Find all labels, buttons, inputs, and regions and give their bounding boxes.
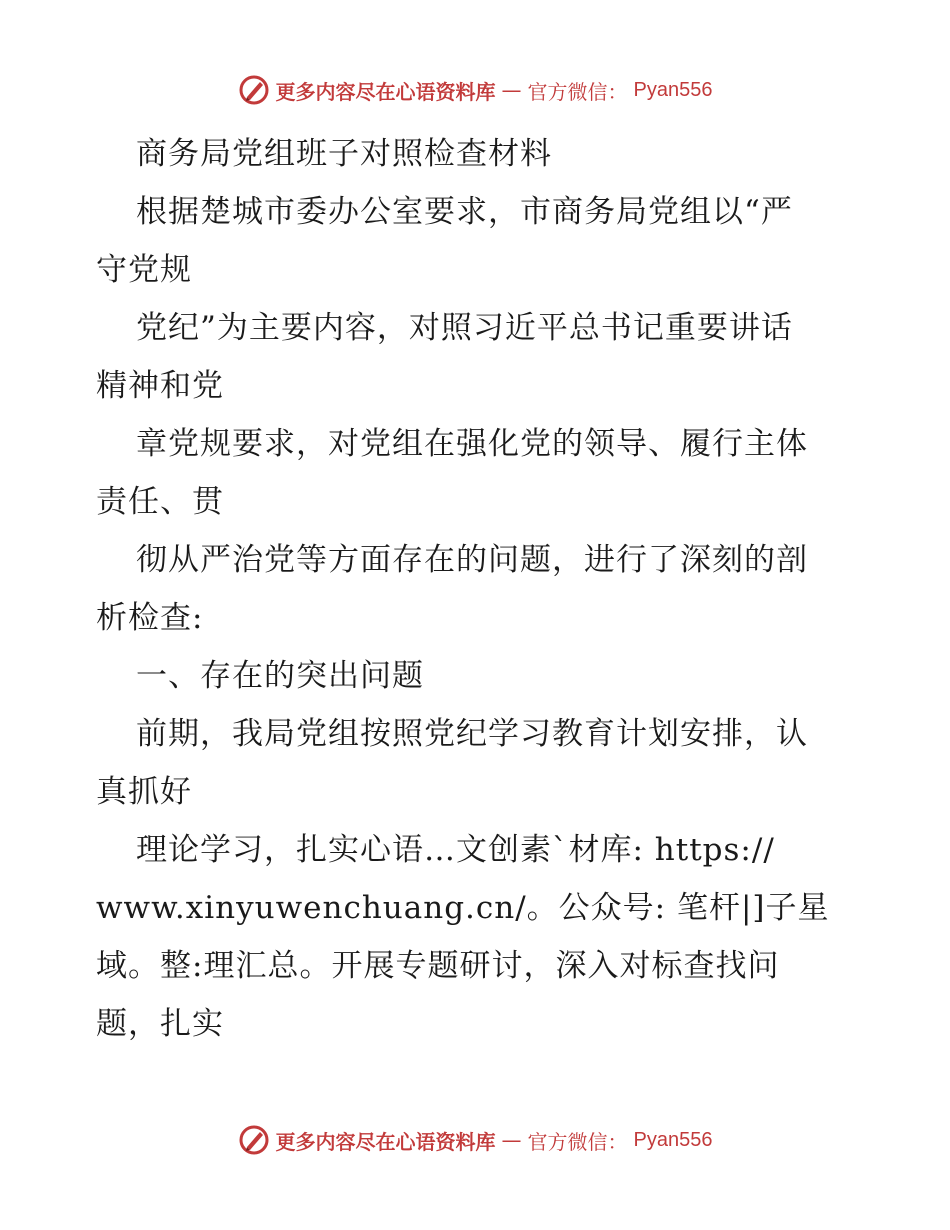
banner-dash: — [501,1128,522,1152]
document-line: 精神和党 [96,368,224,404]
document-line: 域。整:理汇总。开展专题研讨，深入对标查找问 [96,948,780,984]
banner-title: 更多内容尽在心语资料库 [275,1129,496,1154]
banner-title: 更多内容尽在心语资料库 [275,79,496,104]
banner-wechat-label: 官方微信： [527,79,628,104]
document-line: 理论学习，扎实心语…文创素`材库: https:// [136,832,775,868]
footer-watermark-banner [0,1120,950,1160]
document-line: 真抓好 [96,774,192,810]
pen-logo-icon [238,1124,270,1156]
document-line: www.xinyuwenchuang.cn/。公众号: 笔杆|]子星 [96,890,830,926]
document-line: 前期，我局党组按照党纪学习教育计划安排，认 [136,716,808,752]
document-line: 析检查: [96,600,204,636]
document-body [96,125,856,1053]
document-line: 题，扎实 [96,1006,224,1042]
banner-wechat-label: 官方微信： [527,1129,628,1154]
document-line: 守党规 [96,252,192,288]
banner-wechat-id: Pyan556 [633,78,713,101]
pen-logo-icon [238,74,270,106]
document-line: 章党规要求，对党组在强化党的领导、履行主体 [136,426,808,462]
header-watermark-banner [0,70,950,110]
banner-dash: — [501,78,522,102]
document-line: 商务局党组班子对照检查材料 [136,136,552,172]
document-line: 根据楚城市委办公室要求，市商务局党组以“严 [136,194,793,230]
footer-banner-content [238,1124,713,1156]
document-line: 一、存在的突出问题 [136,658,424,694]
banner-wechat-id: Pyan556 [633,1128,713,1151]
document-line: 党纪”为主要内容，对照习近平总书记重要讲话 [136,310,793,346]
document-line: 责任、贯 [96,484,224,520]
header-banner-content [238,74,713,106]
document-line: 彻从严治党等方面存在的问题，进行了深刻的剖 [136,542,808,578]
